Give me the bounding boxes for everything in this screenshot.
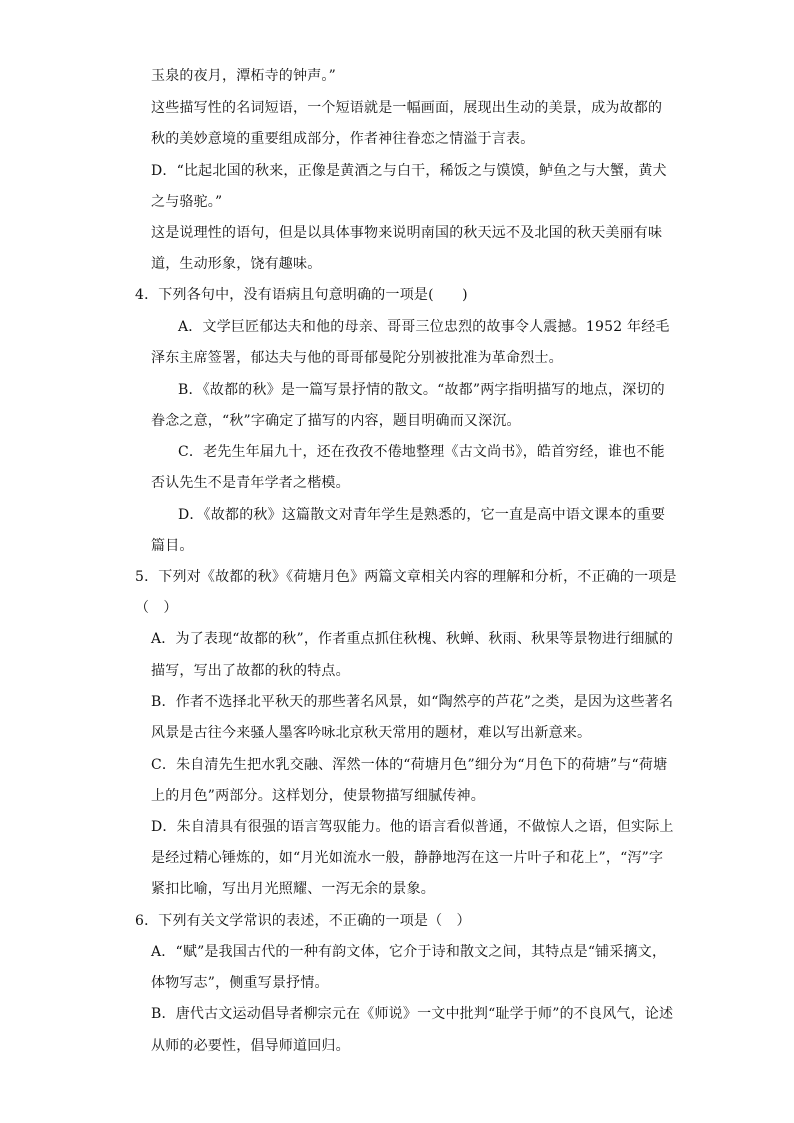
text-line: 这些描写性的名词短语，一个短语就是一幅画面，展现出生动的美景，成为故都的: [151, 100, 663, 116]
option-d: D．《故都的秋》这篇散文对青年学生是熟悉的，它一直是高中语文课本的重要: [178, 507, 666, 523]
option-b: B．《故都的秋》是一篇写景抒情的散文。“故都”两字指明描写的地点，深切的: [178, 382, 665, 398]
option-c: C．朱自清先生把水乳交融、浑然一体的“荷塘月色”细分为“月色下的荷塘”与“荷塘: [151, 757, 668, 773]
text-line: 上的月色”两部分。这样划分，使景物描写细腻传神。: [151, 788, 485, 804]
text-line: 风景是古往今来骚人墨客吟咏北京秋天常用的题材，难以写出新意来。: [151, 725, 592, 741]
text-line: 紧扣比喻，写出月光照耀、一泻无余的景象。: [151, 881, 435, 897]
text-line: 道，生动形象，饶有趣味。: [151, 256, 322, 272]
text-line: 否认先生不是青年学者之楷模。: [151, 475, 350, 491]
text-line: 体物写志”，侧重写景抒情。: [151, 975, 329, 991]
question-4: 4．下列各句中，没有语病且句意明确的一项是( ): [135, 287, 468, 303]
text-line: 玉泉的夜月，潭柘寺的钟声。”: [151, 68, 336, 84]
question-5: 5．下列对《故都的秋》《荷塘月色》两篇文章相关内容的理解和分析，不正确的一项是: [135, 569, 677, 585]
text-line: 描写，写出了故都的秋的特点。: [151, 663, 350, 679]
option-b: B．作者不选择北平秋天的那些著名风景，如“陶然亭的芦花”之类，是因为这些著名: [151, 694, 674, 710]
option-b: B．唐代古文运动倡导者柳宗元在《师说》一文中批判“耻学于师”的不良风气，论述: [151, 1006, 674, 1022]
option-c: C．老先生年届九十，还在孜孜不倦地整理《古文尚书》，皓首穷经，谁也不能: [178, 444, 665, 460]
option-a: A．文学巨匠郁达夫和他的母亲、哥哥三位忠烈的故事令人震撼。1952 年经毛: [178, 319, 670, 335]
option-a: A．“赋”是我国古代的一种有韵文体，它介于诗和散文之间，其特点是“铺采摛文，: [151, 944, 667, 960]
text-line: 之与骆驼。”: [151, 194, 223, 210]
option-a: A．为了表现“故都的秋”，作者重点抓住秋槐、秋蝉、秋雨、秋果等景物进行细腻的: [151, 631, 674, 647]
text-line: 泽东主席签署，郁达夫与他的哥哥郁曼陀分别被批准为革命烈士。: [151, 350, 563, 366]
text-line: 是经过精心锤炼的，如“月光如流水一般，静静地泻在这一片叶子和花上”，“泻”字: [151, 850, 664, 866]
option-d: D．朱自清具有很强的语言驾驭能力。他的语言看似普通，不做惊人之语，但实际上: [151, 819, 674, 835]
text-line: （ ）: [135, 600, 178, 616]
text-line: 从师的必要性，倡导师道回归。: [151, 1038, 350, 1054]
text-line: 这是说理性的语句，但是以具体事物来说明南国的秋天远不及北国的秋天美丽有味: [151, 225, 663, 241]
text-line: 秋的美妙意境的重要组成部分，作者神往眷恋之情溢于言表。: [151, 131, 535, 147]
text-line: D．“比起北国的秋来，正像是黄酒之与白干，稀饭之与馍馍，鲈鱼之与大蟹，黄犬: [151, 163, 667, 179]
text-line: 篇目。: [151, 538, 194, 554]
question-6: 6．下列有关文学常识的表述，不正确的一项是（ ）: [135, 913, 471, 929]
text-line: 眷念之意，“秋”字确定了描写的内容，题目明确而又深沉。: [151, 413, 521, 429]
